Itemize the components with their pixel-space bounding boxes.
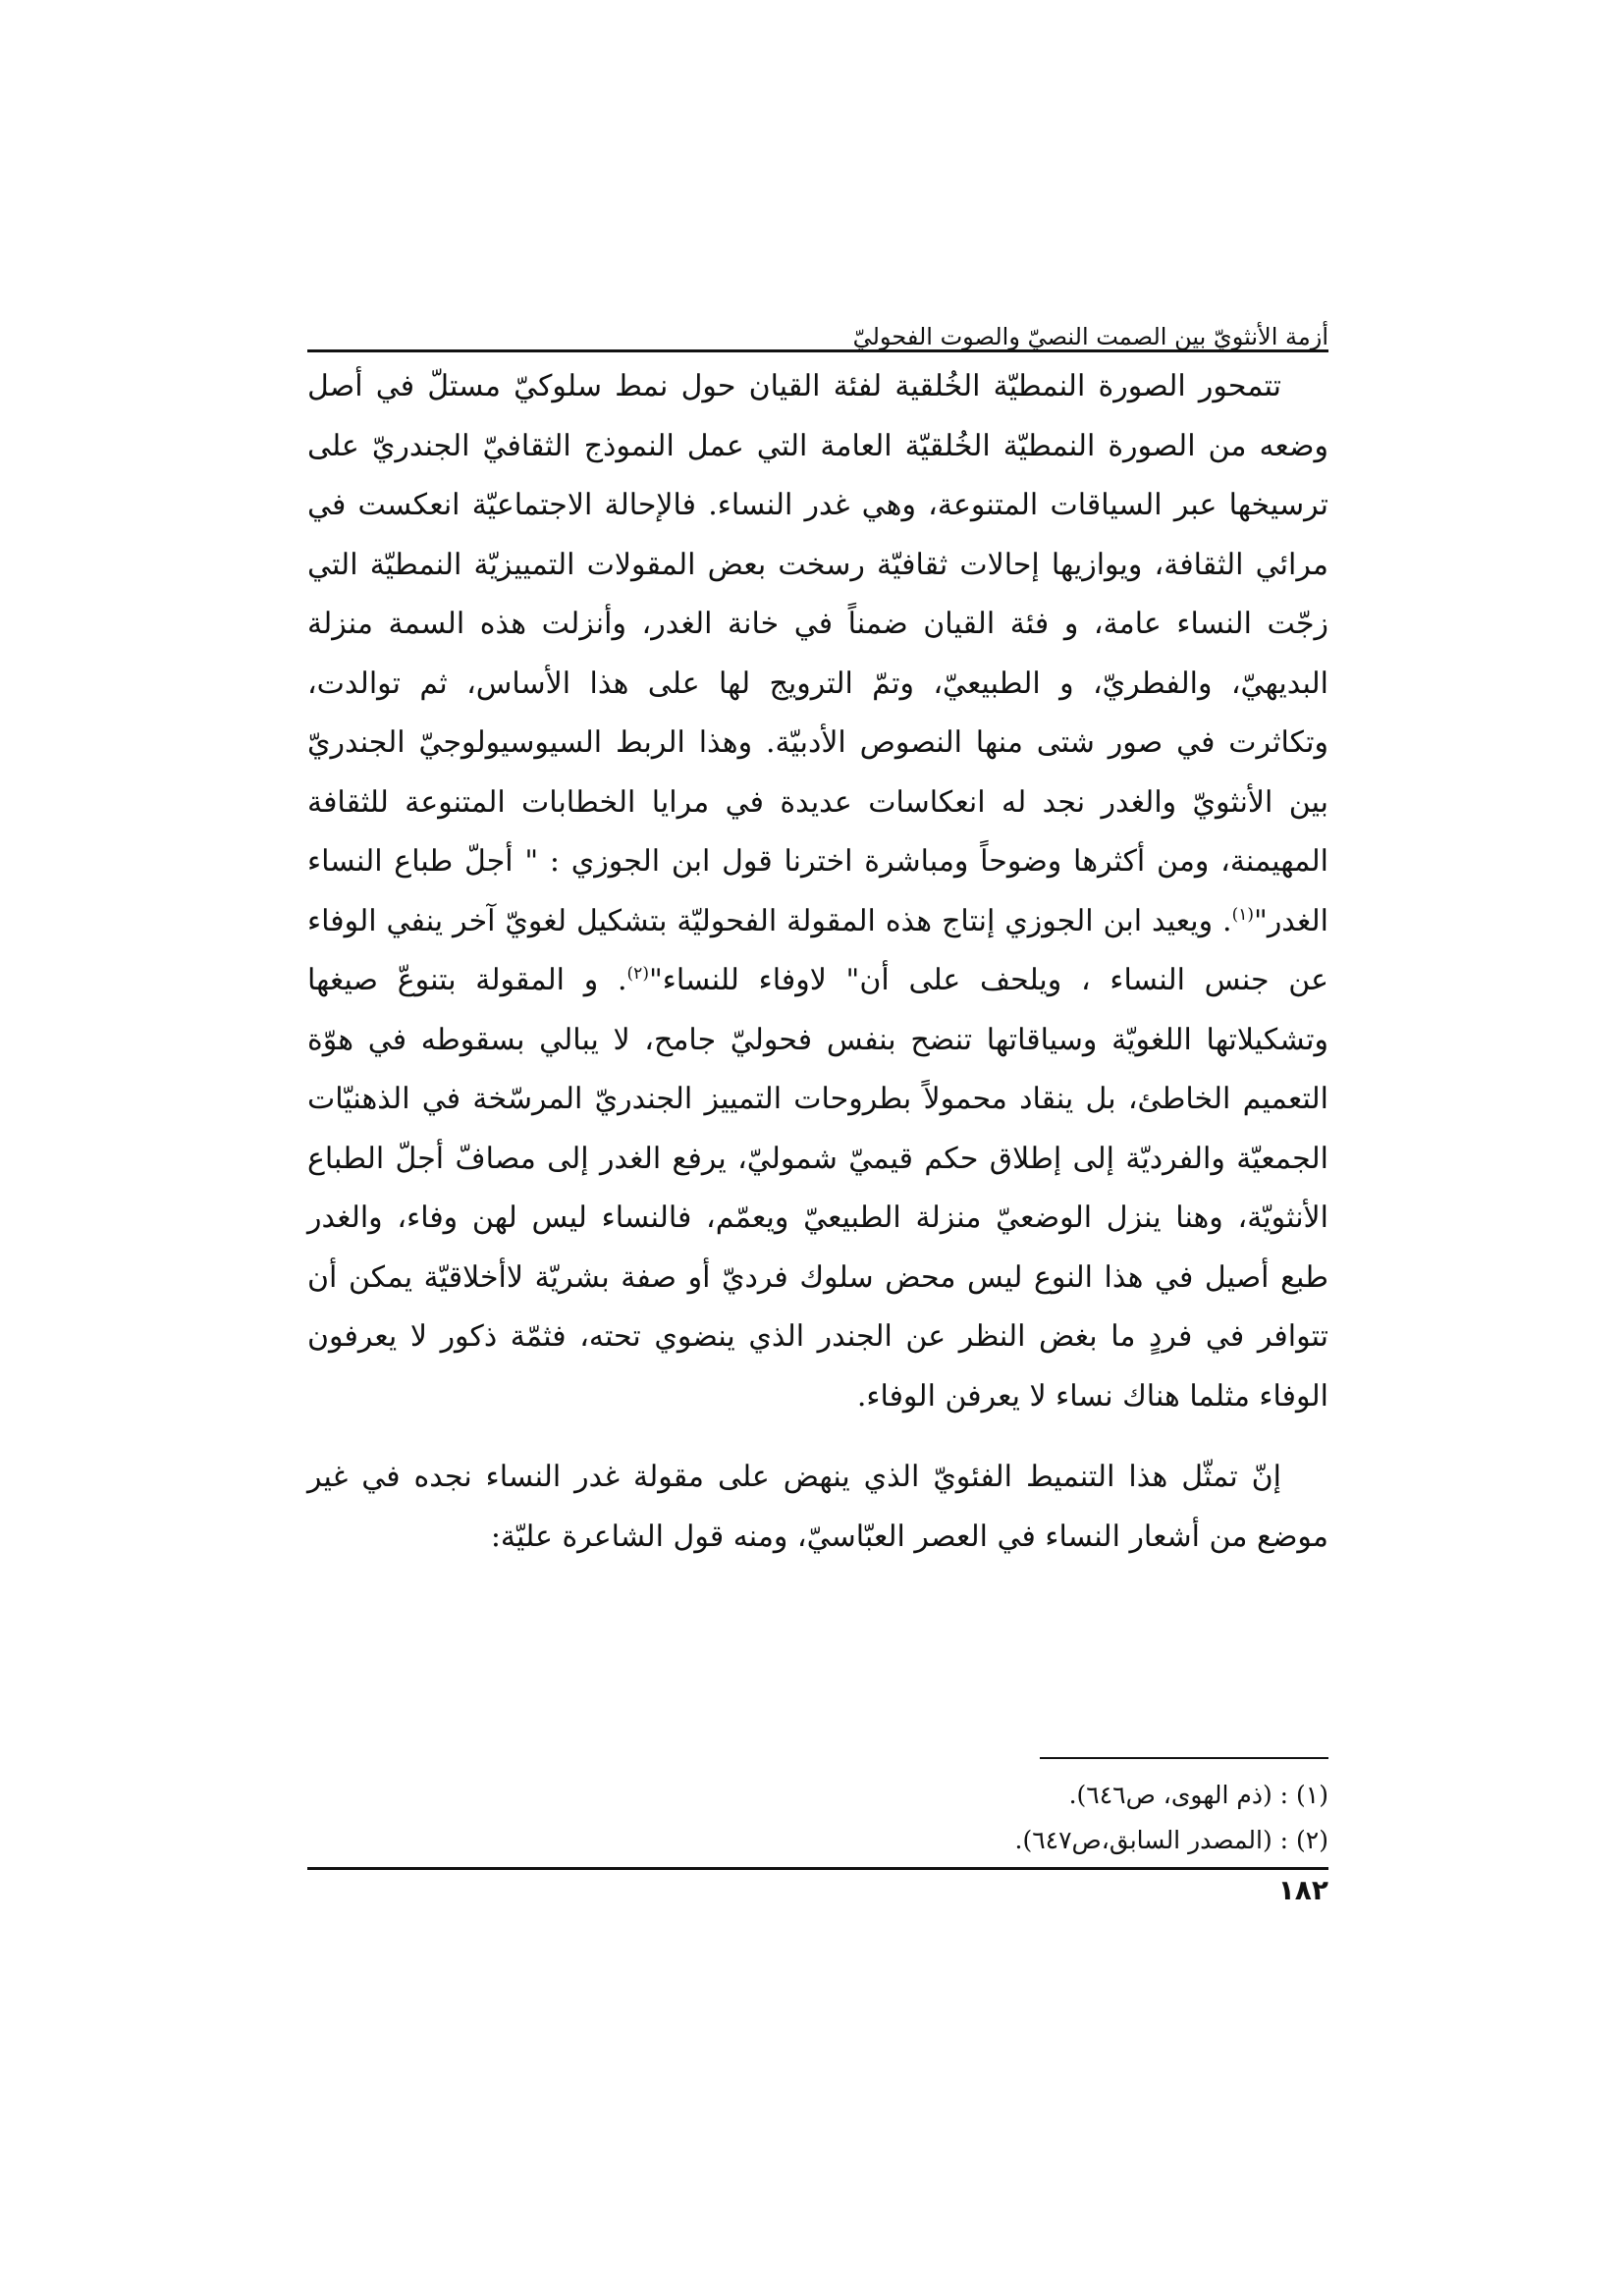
paragraph-1-part-b: . ويعيد ابن الجوزي إنتاج هذه المقولة الفحوليّة بتشكيل لغويّ آخر ينفي الوفاء عن جنس النساء ، ويلحف على أن" لاوفاء للنساء"	[307, 903, 1328, 997]
footnote-separator	[1040, 1757, 1328, 1759]
paragraph-1-part-a: تتمحور الصورة النمطيّة الخُلقية لفئة القيان حول نمط سلوكيّ مستلّ في أصل وضعه من الصورة النمطيّة الخُلقيّة العامة التي عمل النموذج الثقافيّ الجندريّ على ترسيخها عبر السياقات المتنوعة، وهي غدر النساء. فالإحالة الاجتماعيّة انعكست في مرائي الثقافة، ويوازيها إحالات ثقافيّة رسخت بعض المقولات التمييزيّة النمطيّة التي زجّت النساء عامة، و فئة القيان ضمناً في خانة الغدر، وأنزلت هذه السمة منزلة البديهيّ، والفطريّ، و الطبيعيّ، وتمّ الترويج لها على هذا الأساس، ثم توالدت، وتكاثرت في صور شتى منها النصوص الأدبيّة. وهذا الربط السيوسيولوجيّ الجندريّ بين الأنثويّ والغدر نجد له انعكاسات عديدة في مرايا الخطابات المتنوعة للثقافة المهيمنة، ومن أكثرها وضوحاً ومباشرة اخترنا قول ابن الجوزي : " أجلّ طباع النساء الغدر"	[307, 369, 1328, 938]
footer-rule	[307, 1867, 1328, 1870]
footnote-1: (١) : (ذم الهوى، ص٦٤٦).	[1068, 1781, 1328, 1809]
footnote-ref-2: (٢)	[626, 964, 649, 984]
footnotes	[307, 1773, 1328, 1863]
body-text	[307, 357, 1328, 1567]
header-rule	[307, 349, 1328, 352]
footnote-ref-1: (١)	[1231, 904, 1255, 925]
paragraph-1	[307, 357, 1328, 1426]
paragraph-2: إنّ تمثّل هذا التنميط الفئويّ الذي ينهض على مقولة غدر النساء نجده في غير موضع من أشعار النساء في العصر العبّاسيّ، ومنه قول الشاعرة عليّة:	[307, 1460, 1328, 1554]
footnote-2: (٢) : (المصدر السابق،ص٦٤٧).	[1014, 1826, 1328, 1854]
paragraph-1-part-c: . و المقولة بتنوعّ صيغها وتشكيلاتها اللغويّة وسياقاتها تنضح بنفس فحوليّ جامح، لا يبالي بسقوطه في هوّة التعميم الخاطئ، بل ينقاد محمولاً بطروحات التمييز الجندريّ المرسّخة في الذهنيّات الجمعيّة والفرديّة إلى إطلاق حكم قيميّ شموليّ، يرفع الغدر إلى مصافّ أجلّ الطباع الأنثويّة، وهنا ينزل الوضعيّ منزلة الطبيعيّ ويعمّم، فالنساء ليس لهن وفاء، والغدر طبع أصيل في هذا النوع ليس محض سلوك فرديّ أو صفة بشريّة لاأخلاقيّة يمكن أن تتوافر في فردٍ ما بغض النظر عن الجندر الذي ينضوي تحته، فثمّة ذكور لا يعرفون الوفاء مثلما هناك نساء لا يعرفن الوفاء.	[307, 963, 1328, 1414]
page-number: ١٨٢	[1277, 1874, 1328, 1906]
running-header: أزمة الأنثويّ بين الصمت النصيّ والصوت الفحوليّ	[852, 323, 1328, 350]
